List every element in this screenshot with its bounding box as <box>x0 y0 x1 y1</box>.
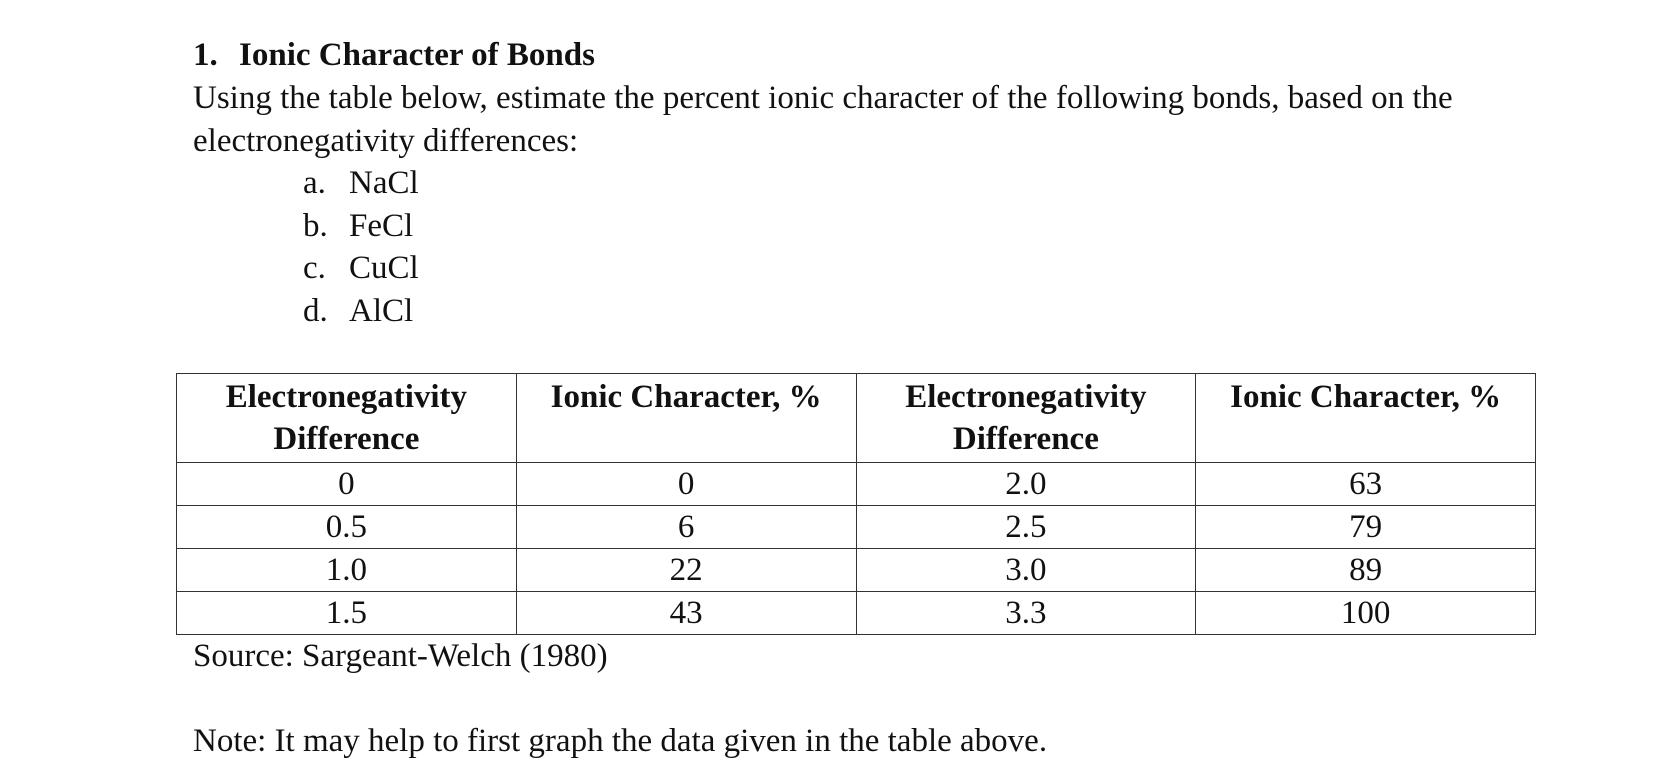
table-cell: 63 <box>1196 463 1536 506</box>
table-cell: 43 <box>516 592 856 635</box>
table-cell: 0 <box>516 463 856 506</box>
bond-item <box>303 162 419 205</box>
table-cell: 3.3 <box>856 592 1196 635</box>
column-header-en-difference: Electronegativity Difference <box>177 374 517 463</box>
ionic-character-table <box>176 373 1536 635</box>
bond-list <box>303 162 419 332</box>
table-cell: 3.0 <box>856 549 1196 592</box>
bond-item <box>303 247 419 290</box>
bond-item <box>303 205 419 248</box>
table-row <box>177 592 1536 635</box>
problem-number: 1. <box>193 37 218 73</box>
note-text: Note: It may help to first graph the data given in the table above. <box>193 723 1048 759</box>
bond-item-letter: d. <box>303 292 328 329</box>
column-header-en-difference: Electronegativity Difference <box>856 374 1196 463</box>
table-source: Source: Sargeant-Welch (1980) <box>193 638 608 674</box>
table-row <box>177 463 1536 506</box>
table-cell: 100 <box>1196 592 1536 635</box>
table-cell: 79 <box>1196 506 1536 549</box>
bond-item-formula: FeCl <box>349 207 414 244</box>
table-cell: 1.0 <box>177 549 517 592</box>
problem-heading <box>193 35 595 75</box>
table-cell: 1.5 <box>177 592 517 635</box>
bond-item-letter: a. <box>303 165 326 201</box>
table-header-row <box>177 374 1536 463</box>
column-header-ionic-character: Ionic Character, % <box>1196 374 1536 463</box>
table-cell: 2.0 <box>856 463 1196 506</box>
table-cell: 0.5 <box>177 506 517 549</box>
bond-item-letter: c. <box>303 250 326 286</box>
table-cell: 22 <box>516 549 856 592</box>
table-cell: 0 <box>177 463 517 506</box>
problem-prompt: Using the table below, estimate the percent ionic character of the following bonds, based on the electronegativity differences: <box>193 80 1453 159</box>
bond-item-formula: AlCl <box>349 292 414 329</box>
table-cell: 89 <box>1196 549 1536 592</box>
problem-title: Ionic Character of Bonds <box>239 37 595 73</box>
table-row <box>177 506 1536 549</box>
table-cell: 2.5 <box>856 506 1196 549</box>
table-cell: 6 <box>516 506 856 549</box>
table-row <box>177 549 1536 592</box>
bond-item-formula: NaCl <box>349 165 419 201</box>
bond-item-formula: CuCl <box>349 250 419 286</box>
column-header-ionic-character: Ionic Character, % <box>516 374 856 463</box>
bond-item-letter: b. <box>303 207 328 244</box>
bond-item <box>303 290 419 333</box>
